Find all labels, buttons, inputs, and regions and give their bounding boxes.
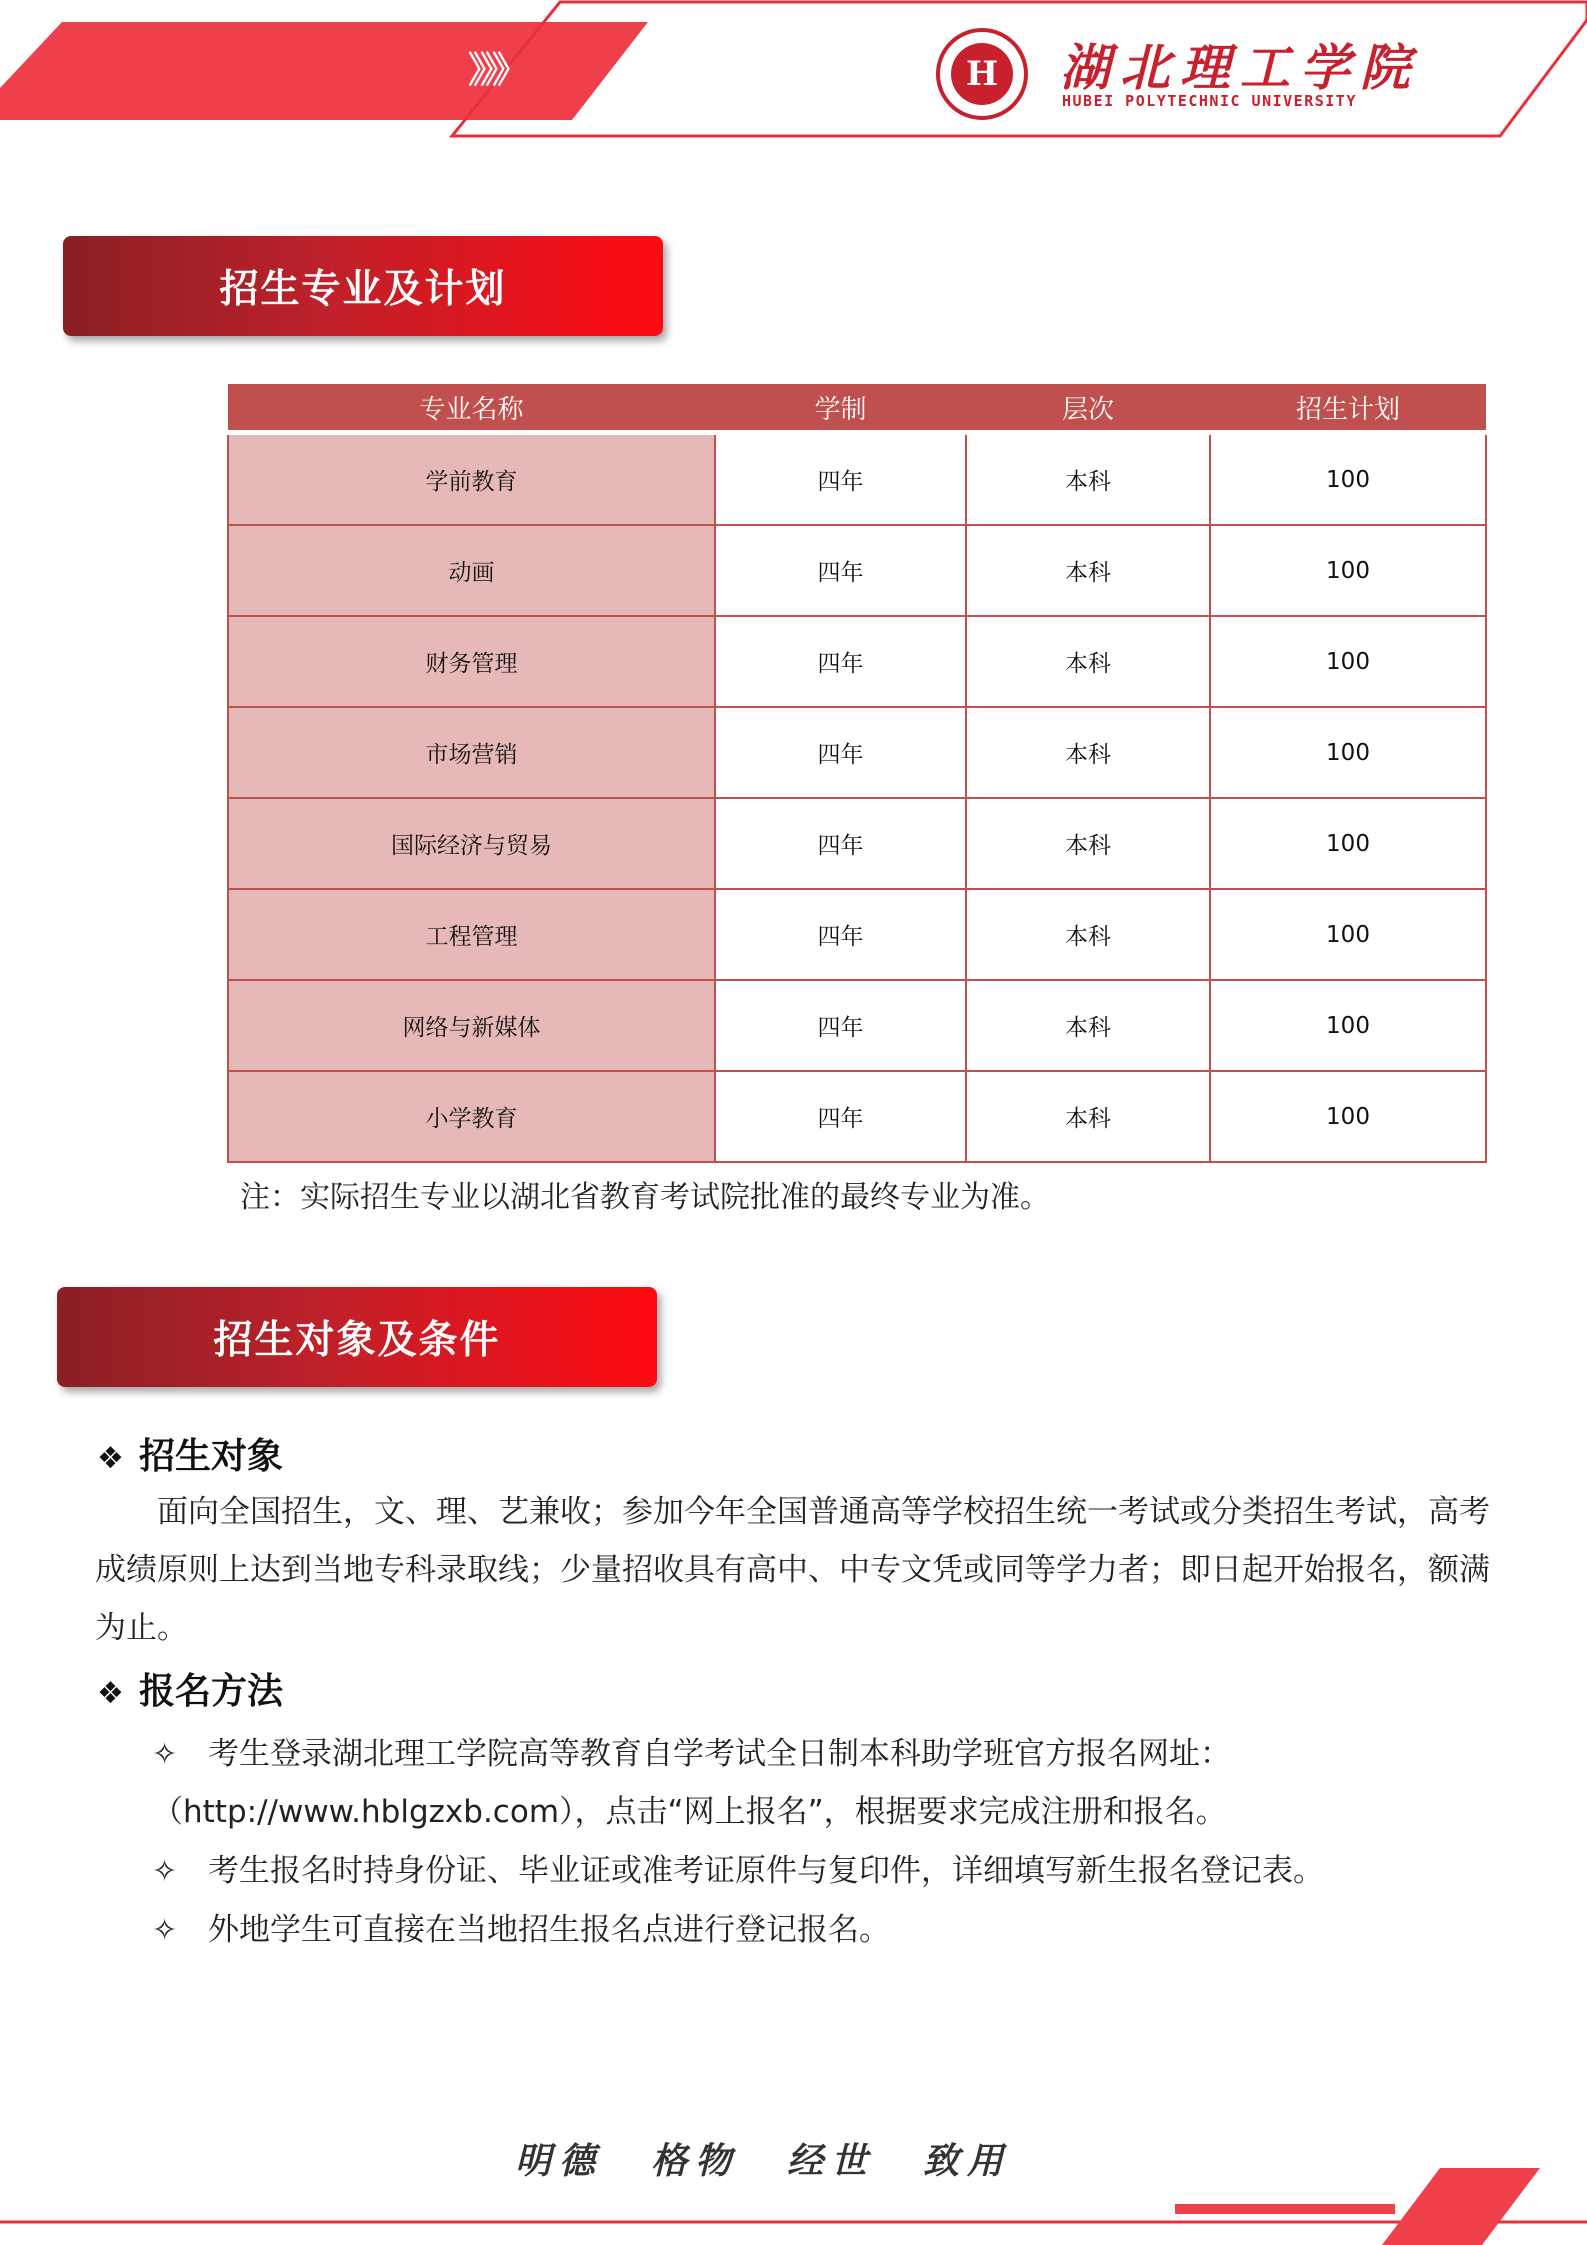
method-item-1-text: 考生登录湖北理工学院高等教育自学考试全日制本科助学班官方报名网址： — [208, 1736, 1231, 1772]
cell-major: 小学教育 — [228, 1071, 715, 1162]
diamond-bullet-icon: ❖ — [97, 1441, 124, 1476]
col-header-major: 专业名称 — [228, 384, 715, 433]
cell-level: 本科 — [966, 798, 1210, 889]
heading-target — [97, 1428, 283, 1479]
footer-decoration — [0, 2160, 1587, 2245]
motto-word: 明德 — [515, 2140, 604, 2182]
university-logo — [936, 28, 1028, 120]
motto-word: 致用 — [923, 2140, 1012, 2182]
cell-major: 市场营销 — [228, 707, 715, 798]
cell-major: 动画 — [228, 525, 715, 616]
cell-level: 本科 — [966, 980, 1210, 1071]
cell-major: 学前教育 — [228, 433, 715, 526]
cell-quota: 100 — [1210, 616, 1486, 707]
col-header-level: 层次 — [966, 384, 1210, 433]
enrollment-table — [227, 384, 1485, 1163]
cell-quota: 100 — [1210, 798, 1486, 889]
motto-word: 经世 — [787, 2140, 876, 2182]
table-header-row — [228, 384, 1486, 433]
cell-level: 本科 — [966, 889, 1210, 980]
cell-quota: 100 — [1210, 525, 1486, 616]
university-name-en: HUBEI POLYTECHNIC UNIVERSITY — [1062, 92, 1357, 110]
col-header-quota: 招生计划 — [1210, 384, 1486, 433]
heading-target-label: 招生对象 — [139, 1436, 284, 1477]
table-row — [228, 889, 1486, 980]
table-row — [228, 1071, 1486, 1162]
motto-word: 格物 — [651, 2140, 740, 2182]
target-paragraph: 面向全国招生，文、理、艺兼收；参加今年全国普通高等学校招生统一考试或分类招生考试，高考成绩原则上达到当地专科录取线；少量招收具有高中、中专文凭或同等学力者；即日起开始报名，额满为止。 — [95, 1494, 1490, 1646]
section-banner-conditions: 招生对象及条件 — [57, 1287, 657, 1387]
cell-duration: 四年 — [715, 980, 966, 1071]
method-item-1-continued: （http://www.hblgzxb.com），点击“网上报名”，根据要求完成注册和报名。 — [152, 1794, 1227, 1830]
star-bullet-icon: ✧ — [152, 1913, 178, 1948]
university-name-cn: 湖北理工学院 — [1060, 38, 1420, 97]
table-row — [228, 707, 1486, 798]
cell-duration: 四年 — [715, 707, 966, 798]
method-item-3-text: 外地学生可直接在当地招生报名点进行登记报名。 — [208, 1912, 890, 1948]
section-banner-plan: 招生专业及计划 — [63, 236, 663, 336]
method-item-1 — [152, 1728, 1231, 1773]
cell-duration: 四年 — [715, 616, 966, 707]
method-item-3 — [152, 1904, 890, 1949]
cell-quota: 100 — [1210, 889, 1486, 980]
table-row — [228, 525, 1486, 616]
cell-level: 本科 — [966, 433, 1210, 526]
table-row — [228, 433, 1486, 526]
cell-level: 本科 — [966, 707, 1210, 798]
cell-level: 本科 — [966, 1071, 1210, 1162]
cell-level: 本科 — [966, 616, 1210, 707]
heading-method — [97, 1663, 283, 1714]
diamond-bullet-icon: ❖ — [97, 1676, 124, 1711]
method-item-2-text: 考生报名时持身份证、毕业证或准考证原件与复印件，详细填写新生报名登记表。 — [208, 1853, 1324, 1889]
cell-major: 财务管理 — [228, 616, 715, 707]
table-row — [228, 980, 1486, 1071]
cell-duration: 四年 — [715, 1071, 966, 1162]
cell-duration: 四年 — [715, 889, 966, 980]
cell-duration: 四年 — [715, 433, 966, 526]
star-bullet-icon: ✧ — [152, 1737, 178, 1772]
cell-quota: 100 — [1210, 433, 1486, 526]
cell-duration: 四年 — [715, 798, 966, 889]
col-header-duration: 学制 — [715, 384, 966, 433]
cell-level: 本科 — [966, 525, 1210, 616]
arrows-icon: 》》》 — [468, 50, 523, 91]
logo-emblem-icon: H — [951, 43, 1013, 105]
method-item-2 — [152, 1845, 1324, 1890]
table-row — [228, 616, 1486, 707]
cell-quota: 100 — [1210, 1071, 1486, 1162]
cell-major: 工程管理 — [228, 889, 715, 980]
star-bullet-icon: ✧ — [152, 1854, 178, 1889]
cell-quota: 100 — [1210, 707, 1486, 798]
heading-method-label: 报名方法 — [139, 1671, 284, 1712]
cell-quota: 100 — [1210, 980, 1486, 1071]
cell-duration: 四年 — [715, 525, 966, 616]
table-note: 注：实际招生专业以湖北省教育考试院批准的最终专业为准。 — [240, 1180, 1050, 1215]
table-row — [228, 798, 1486, 889]
cell-major: 国际经济与贸易 — [228, 798, 715, 889]
cell-major: 网络与新媒体 — [228, 980, 715, 1071]
